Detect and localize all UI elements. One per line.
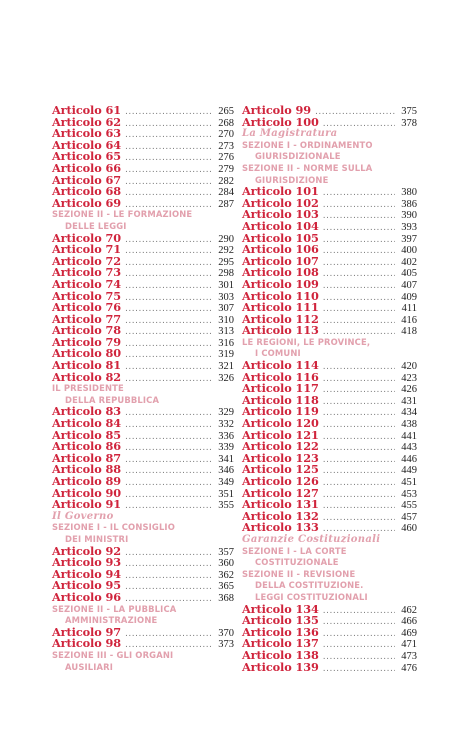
page-number: 393 [401, 221, 417, 233]
article-label: Articolo 125 [242, 462, 319, 477]
dot-leader [323, 652, 395, 664]
page-number: 455 [401, 500, 417, 512]
page-number: 471 [401, 639, 417, 651]
article-label: Articolo 82 [52, 369, 122, 384]
dot-leader [125, 165, 212, 177]
article-label: Articolo 120 [242, 416, 319, 431]
article-label: Articolo 119 [242, 404, 319, 419]
article-label: Articolo 62 [52, 114, 122, 129]
article-label: Articolo 104 [242, 218, 319, 233]
article-label: Articolo 83 [52, 404, 122, 419]
dot-leader [125, 293, 212, 305]
page-number: 416 [401, 314, 417, 326]
section-heading: SEZIONE II - NORME SULLA [242, 162, 373, 173]
page-number: 336 [218, 430, 234, 442]
section-heading: SEZIONE III - GLI ORGANI [52, 649, 174, 660]
page-number: 460 [401, 523, 417, 535]
page-number: 380 [401, 187, 417, 199]
dot-leader [323, 501, 395, 513]
dot-leader [323, 466, 395, 478]
dot-leader [125, 339, 212, 351]
article-label: Articolo 87 [52, 450, 122, 465]
page-number: 407 [401, 279, 417, 291]
toc-entry-articolo-113[interactable] [242, 325, 417, 337]
section-heading: DELLE LEGGI [65, 220, 127, 231]
dot-leader [125, 455, 212, 467]
page-number: 441 [401, 430, 417, 442]
dot-leader [125, 258, 212, 270]
toc-entry-articolo-96[interactable] [52, 589, 234, 604]
page-number: 313 [218, 326, 234, 338]
page-number: 307 [218, 303, 234, 315]
page-number: 386 [401, 198, 417, 210]
page-number: 295 [218, 256, 234, 268]
page-number: 397 [401, 233, 417, 245]
page-number: 365 [218, 581, 234, 593]
article-label: Articolo 110 [242, 288, 319, 303]
dot-leader [125, 142, 212, 154]
article-label: Articolo 93 [52, 555, 122, 570]
page-number: 268 [218, 117, 234, 129]
page-number: 434 [401, 407, 417, 419]
article-label: Articolo 100 [242, 114, 319, 129]
dot-leader [125, 177, 212, 189]
page-number: 469 [401, 627, 417, 639]
dot-leader [125, 246, 212, 258]
dot-leader [323, 293, 395, 305]
dot-leader [125, 235, 212, 247]
page-number: 321 [218, 361, 234, 373]
article-label: Articolo 78 [52, 323, 122, 338]
article-label: Articolo 102 [242, 195, 319, 210]
page-number: 339 [218, 442, 234, 454]
dot-leader [125, 466, 212, 478]
dot-leader [323, 211, 395, 223]
dot-leader [125, 420, 212, 432]
page-number: 473 [401, 650, 417, 662]
article-label: Articolo 75 [52, 288, 122, 303]
dot-leader [323, 235, 395, 247]
page-number: 423 [401, 372, 417, 384]
article-label: Articolo 99 [242, 103, 312, 117]
dot-leader [125, 501, 212, 513]
part-heading: La Magistratura [242, 128, 338, 140]
section-heading: GIURISDIZIONALE [255, 151, 341, 162]
page-number: 310 [218, 314, 234, 326]
dot-leader [323, 664, 395, 676]
page-number: 332 [218, 419, 234, 431]
article-label: Articolo 79 [52, 334, 122, 349]
page-number: 431 [401, 395, 417, 407]
page-number: 368 [218, 592, 234, 604]
page-number: 446 [401, 453, 417, 465]
dot-leader [323, 432, 395, 444]
article-label: Articolo 139 [242, 659, 319, 674]
article-label: Articolo 73 [52, 265, 122, 280]
article-label: Articolo 138 [242, 647, 319, 662]
article-label: Articolo 77 [52, 311, 122, 326]
article-label: Articolo 66 [52, 160, 122, 175]
toc-left-column [52, 105, 234, 673]
dot-leader [125, 130, 212, 142]
section-heading: SEZIONE II - LE FORMAZIONE [52, 209, 193, 220]
article-label: Articolo 65 [52, 149, 122, 164]
page-number: 346 [218, 465, 234, 477]
article-label: Articolo 113 [242, 323, 319, 338]
article-label: Articolo 106 [242, 242, 319, 257]
section-heading: LEGGI COSTITUZIONALI [255, 591, 368, 602]
page-number: 319 [218, 349, 234, 361]
dot-leader [125, 408, 212, 420]
page-number: 270 [218, 129, 234, 141]
article-label: Articolo 90 [52, 485, 122, 500]
page-number: 409 [401, 291, 417, 303]
page-number: 400 [401, 245, 417, 257]
page-number: 282 [218, 175, 234, 187]
article-label: Articolo 86 [52, 439, 122, 454]
dot-leader [323, 269, 395, 281]
dot-leader [323, 513, 395, 525]
page-number: 451 [401, 477, 417, 488]
page-number: 326 [218, 372, 234, 384]
toc-entry-articolo-139[interactable] [242, 659, 417, 674]
page-number: 360 [218, 558, 234, 570]
article-label: Articolo 112 [242, 311, 319, 326]
dot-leader [125, 327, 212, 339]
dot-leader [323, 316, 395, 328]
article-label: Articolo 132 [242, 508, 319, 523]
page-number: 351 [218, 488, 234, 500]
page-number: 301 [218, 279, 234, 291]
dot-leader [323, 490, 395, 502]
article-label: Articolo 107 [242, 253, 319, 268]
page-number: 290 [218, 233, 234, 245]
article-label: Articolo 122 [242, 439, 319, 454]
page-number: 273 [218, 140, 234, 152]
page-number: 462 [401, 604, 417, 616]
article-label: Articolo 98 [52, 636, 122, 651]
page-number: 370 [218, 627, 234, 639]
page-number: 375 [401, 106, 417, 117]
dot-leader [323, 246, 395, 258]
page-number: 329 [218, 407, 234, 419]
section-heading: AUSILIARI [65, 661, 114, 672]
dot-leader [125, 107, 212, 119]
section-heading: IL PRESIDENTE [52, 383, 124, 394]
dot-leader [125, 304, 212, 316]
page-number: 476 [401, 662, 417, 674]
dot-leader [323, 223, 395, 235]
page-number: 457 [401, 511, 417, 523]
page-number: 443 [401, 442, 417, 454]
section-heading: SEZIONE I - ORDINAMENTO [242, 139, 373, 150]
page-number: 349 [218, 477, 234, 488]
article-label: Articolo 103 [242, 207, 319, 222]
toc-entry-articolo-69[interactable] [52, 195, 234, 210]
page-number: 355 [218, 500, 234, 512]
section-heading: I COMUNI [255, 348, 301, 359]
dot-leader [323, 443, 395, 455]
dot-leader [125, 188, 212, 200]
article-label: Articolo 117 [242, 381, 319, 396]
page-number: 298 [218, 268, 234, 280]
article-label: Articolo 68 [52, 184, 122, 199]
section-heading: LE REGIONI, LE PROVINCE, [242, 336, 371, 347]
page-number: 420 [401, 361, 417, 373]
article-label: Articolo 123 [242, 450, 319, 465]
dot-leader [323, 374, 395, 386]
dot-leader [125, 629, 212, 641]
article-label: Articolo 95 [52, 578, 122, 593]
dot-leader [125, 548, 212, 560]
page-number: 449 [401, 465, 417, 477]
section-heading: DELLA COSTITUZIONE. [255, 580, 364, 591]
page-number: 292 [218, 245, 234, 257]
article-label: Articolo 101 [242, 184, 319, 199]
page-number: 438 [401, 419, 417, 431]
dot-leader [323, 478, 395, 490]
article-label: Articolo 126 [242, 474, 319, 488]
page-number: 411 [401, 303, 417, 315]
dot-leader [125, 362, 212, 374]
article-label: Articolo 118 [242, 392, 319, 407]
page-number: 279 [218, 163, 234, 175]
article-label: Articolo 121 [242, 427, 319, 442]
article-label: Articolo 64 [52, 137, 122, 152]
dot-leader [323, 617, 395, 629]
part-heading: Garanzie Costituzionali [242, 533, 381, 545]
article-label: Articolo 136 [242, 624, 319, 639]
page-number: 362 [218, 569, 234, 581]
dot-leader [125, 443, 212, 455]
toc-entry-articolo-133[interactable] [242, 522, 417, 534]
dot-leader [125, 281, 212, 293]
article-label: Articolo 92 [52, 543, 122, 558]
article-label: Articolo 67 [52, 172, 122, 187]
dot-leader [125, 582, 212, 594]
page-number: 341 [218, 453, 234, 465]
section-heading: DEI MINISTRI [65, 533, 129, 544]
dot-leader [125, 478, 212, 490]
dot-leader [125, 432, 212, 444]
dot-leader [323, 397, 395, 409]
section-heading: DELLA REPUBBLICA [65, 394, 160, 405]
dot-leader [125, 350, 212, 362]
article-label: Articolo 91 [52, 497, 122, 512]
article-label: Articolo 116 [242, 369, 319, 384]
article-label: Articolo 97 [52, 624, 122, 639]
section-heading: SEZIONE I - LA CORTE [242, 545, 347, 556]
dot-leader [125, 153, 212, 165]
dot-leader [125, 559, 212, 571]
article-label: Articolo 96 [52, 589, 122, 604]
article-label: Articolo 137 [242, 636, 319, 651]
dot-leader [323, 304, 395, 316]
page-number: 378 [401, 117, 417, 129]
article-label: Articolo 80 [52, 346, 122, 361]
toc-entry-articolo-100[interactable] [242, 114, 417, 129]
page-number: 287 [218, 198, 234, 210]
page-number: 405 [401, 268, 417, 280]
article-label: Articolo 109 [242, 276, 319, 291]
dot-leader [323, 188, 395, 200]
page-number: 316 [218, 337, 234, 349]
section-heading: SEZIONE II - LA PUBBLICA [52, 603, 177, 614]
dot-leader [125, 119, 212, 131]
article-label: Articolo 85 [52, 427, 122, 442]
section-heading: AMMINISTRAZIONE [65, 615, 158, 626]
article-label: Articolo 71 [52, 242, 122, 257]
page-number: 303 [218, 291, 234, 303]
part-heading: Il Governo [52, 510, 114, 522]
section-heading: COSTITUZIONALE [255, 557, 339, 568]
article-label: Articolo 94 [52, 566, 122, 581]
toc-entry-articolo-98[interactable] [52, 638, 234, 650]
page-number: 402 [401, 256, 417, 268]
dot-leader [323, 420, 395, 432]
article-label: Articolo 69 [52, 195, 122, 210]
article-label: Articolo 84 [52, 416, 122, 431]
page-number: 265 [218, 106, 234, 117]
dot-leader [323, 640, 395, 652]
article-label: Articolo 70 [52, 230, 122, 245]
page-number: 453 [401, 488, 417, 500]
article-label: Articolo 108 [242, 265, 319, 280]
page-number: 284 [218, 187, 234, 199]
article-label: Articolo 89 [52, 474, 122, 488]
section-heading: SEZIONE I - IL CONSIGLIO [52, 522, 175, 533]
article-label: Articolo 131 [242, 497, 319, 512]
toc-right-column [242, 105, 417, 673]
article-label: Articolo 135 [242, 613, 319, 628]
article-label: Articolo 72 [52, 253, 122, 268]
dot-leader [125, 316, 212, 328]
dot-leader [323, 362, 395, 374]
dot-leader [323, 455, 395, 467]
article-label: Articolo 81 [52, 358, 122, 373]
dot-leader [125, 571, 212, 583]
section-heading: GIURISDIZIONE [255, 174, 329, 185]
article-label: Articolo 127 [242, 485, 319, 500]
article-label: Articolo 63 [52, 126, 122, 141]
dot-leader [323, 629, 395, 641]
dot-leader [323, 408, 395, 420]
dot-leader [323, 385, 395, 397]
page-number: 418 [401, 326, 417, 338]
article-label: Articolo 114 [242, 358, 319, 373]
article-label: Articolo 88 [52, 462, 122, 477]
dot-leader [323, 281, 395, 293]
article-label: Articolo 111 [242, 300, 319, 315]
page-number: 466 [401, 616, 417, 628]
page-number: 357 [218, 546, 234, 558]
toc-entry-articolo-91[interactable] [52, 499, 234, 511]
dot-leader [323, 258, 395, 270]
page-number: 390 [401, 210, 417, 222]
dot-leader [323, 606, 395, 618]
article-label: Articolo 134 [242, 601, 319, 616]
dot-leader [125, 490, 212, 502]
article-label: Articolo 76 [52, 300, 122, 315]
page-number: 373 [218, 639, 234, 651]
article-label: Articolo 61 [52, 103, 122, 117]
article-label: Articolo 105 [242, 230, 319, 245]
section-heading: SEZIONE II - REVISIONE [242, 568, 356, 579]
page-number: 276 [218, 152, 234, 164]
dot-leader [125, 374, 212, 386]
page-number: 426 [401, 384, 417, 396]
article-label: Articolo 74 [52, 276, 122, 291]
dot-leader [125, 269, 212, 281]
dot-leader [315, 107, 395, 119]
article-label: Articolo 133 [242, 520, 319, 535]
dot-leader [323, 200, 395, 212]
toc-entry-articolo-82[interactable] [52, 369, 234, 384]
